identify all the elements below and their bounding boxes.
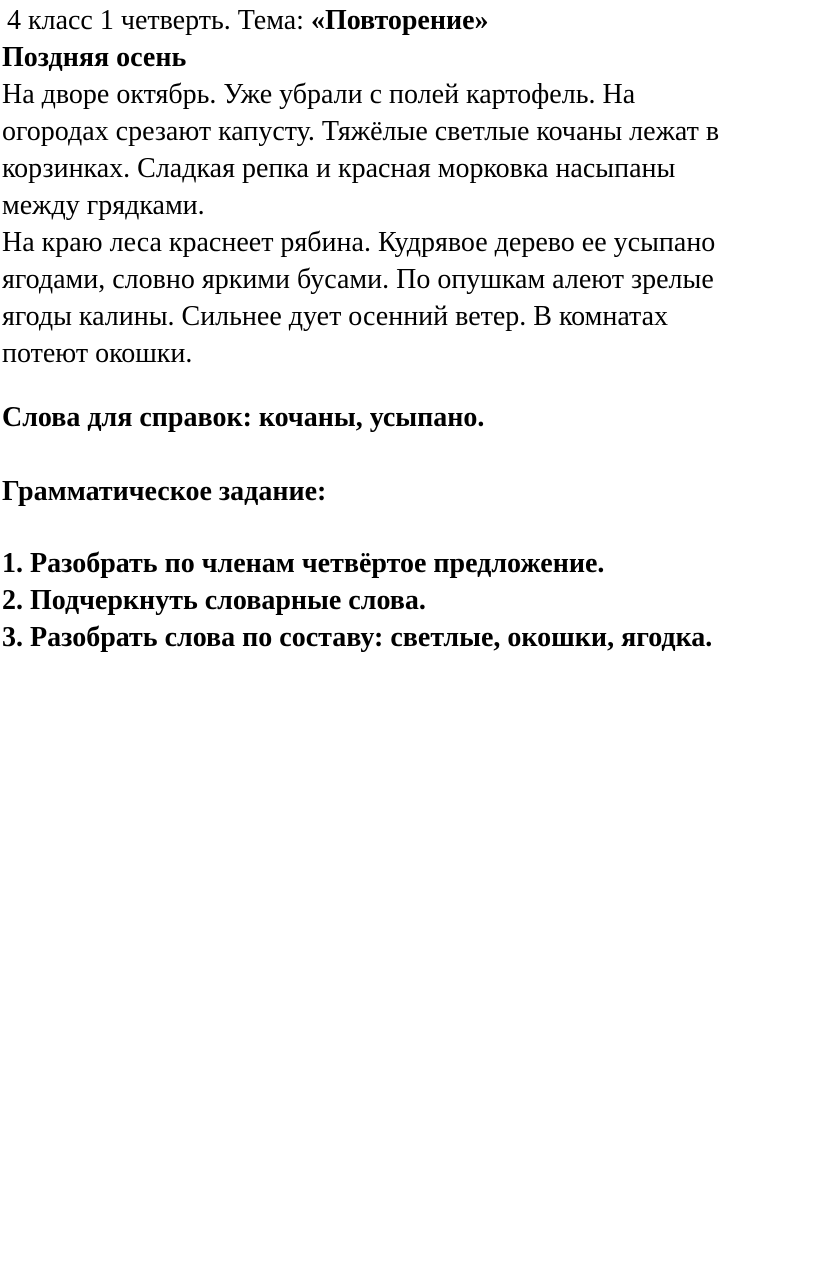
task-item: 3. Разобрать слова по составу: светлые, окошки, ягодка. [2, 622, 713, 653]
body-line: огородах срезают капусту. Тяжёлые светлые кочаны лежат в [2, 116, 720, 147]
body-line: На краю леса краснеет рябина. Кудрявое дерево ее усыпано [2, 227, 716, 258]
body-line: корзинках. Сладкая репка и красная морковка насыпаны [2, 153, 676, 184]
grammar-heading: Грамматическое задание: [2, 476, 327, 507]
header-line [7, 3, 489, 39]
text-title: Поздняя осень [2, 42, 187, 73]
body-line: На дворе октябрь. Уже убрали с полей картофель. На [2, 79, 636, 110]
body-line: ягоды калины. Сильнее дует осенний ветер. В комнатах [2, 301, 669, 332]
header-topic: «Повторение» [310, 5, 489, 36]
body-line: между грядками. [2, 190, 205, 221]
task-item: 2. Подчеркнуть словарные слова. [2, 585, 426, 616]
header-prefix: 4 класс 1 четверть. Тема: [7, 5, 311, 36]
reference-words: Слова для справок: кочаны, усыпано. [2, 402, 485, 433]
body-line: ягодами, словно яркими бусами. По опушкам алеют зрелые [2, 264, 714, 295]
body-line: потеют окошки. [2, 338, 193, 369]
task-item: 1. Разобрать по членам четвёртое предложение. [2, 548, 605, 579]
